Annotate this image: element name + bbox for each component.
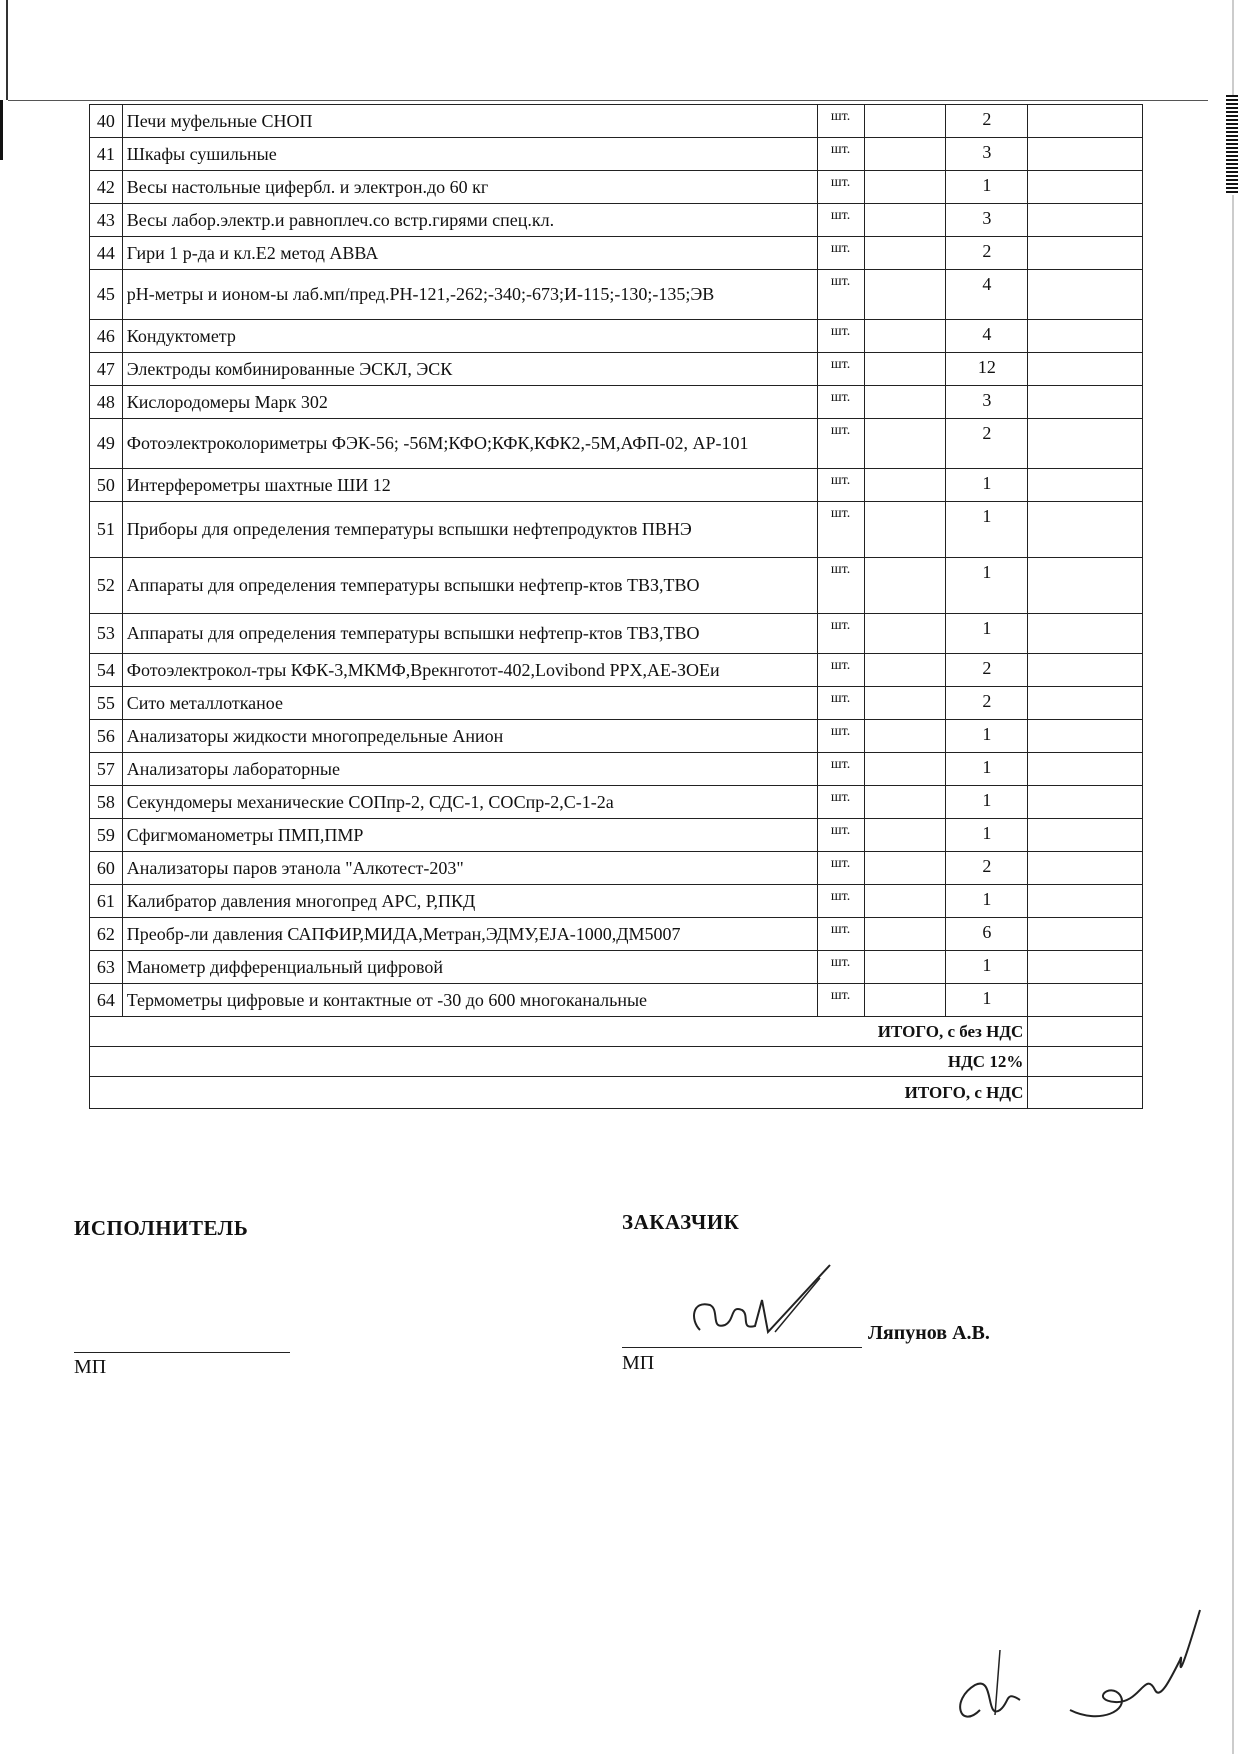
row-number: 61 [90,885,123,918]
row-price [864,270,946,320]
row-sum [1028,320,1143,353]
row-sum [1028,237,1143,270]
row-price [864,353,946,386]
table-row [90,654,1143,687]
row-qty: 1 [946,984,1028,1017]
row-number: 47 [90,353,123,386]
row-qty: 1 [946,502,1028,558]
row-sum [1028,951,1143,984]
table-row [90,918,1143,951]
row-qty: 1 [946,720,1028,753]
row-qty: 1 [946,171,1028,204]
row-unit: шт. [817,819,864,852]
row-price [864,237,946,270]
row-sum [1028,852,1143,885]
row-sum [1028,204,1143,237]
row-price [864,885,946,918]
row-price [864,819,946,852]
row-name: Секундомеры механические СОПпр-2, СДС-1, СОСпр-2,С-1-2а [122,786,817,819]
row-sum [1028,885,1143,918]
row-unit: шт. [817,204,864,237]
row-name: Аппараты для определения температуры вспышки нефтепр-ктов ТВЗ,ТВО [122,558,817,614]
row-unit: шт. [817,885,864,918]
row-number: 49 [90,419,123,469]
initials-signature-2-icon [1060,1590,1210,1740]
row-unit: шт. [817,237,864,270]
row-sum [1028,502,1143,558]
table-row [90,270,1143,320]
row-qty: 2 [946,687,1028,720]
table-row [90,720,1143,753]
row-unit: шт. [817,320,864,353]
row-price [864,654,946,687]
row-name: Гири 1 р-да и кл.Е2 метод АВВА [122,237,817,270]
row-qty: 4 [946,270,1028,320]
table-row [90,353,1143,386]
table-row [90,502,1143,558]
row-unit: шт. [817,171,864,204]
table-row [90,237,1143,270]
row-price [864,786,946,819]
row-qty: 1 [946,558,1028,614]
customer-name: Ляпунов А.В. [868,1322,990,1344]
row-qty: 2 [946,237,1028,270]
row-unit: шт. [817,687,864,720]
row-price [864,502,946,558]
row-name: Преобр-ли давления САПФИР,МИДА,Метран,ЭДМУ,EJA-1000,ДМ5007 [122,918,817,951]
row-qty: 1 [946,614,1028,654]
table-row [90,204,1143,237]
row-unit: шт. [817,353,864,386]
row-name: Фотоэлектрокол-тры КФК-3,МКМФ,Врекнготот-402,Lovibond PPX,AE-ЗОЕи [122,654,817,687]
table-row [90,753,1143,786]
total-without-vat-label: ИТОГО, с без НДС [90,1017,1028,1047]
row-sum [1028,819,1143,852]
customer-signature-icon [680,1260,840,1350]
row-price [864,720,946,753]
row-price [864,204,946,237]
row-sum [1028,270,1143,320]
row-number: 45 [90,270,123,320]
total-with-vat-value [1028,1077,1143,1109]
totals-section [90,1017,1143,1109]
row-number: 48 [90,386,123,419]
row-name: Приборы для определения температуры вспышки нефтепродуктов ПВНЭ [122,502,817,558]
row-name: Весы лабор.электр.и равноплеч.со встр.гирями спец.кл. [122,204,817,237]
table-row [90,138,1143,171]
vat-label: НДС 12% [90,1047,1028,1077]
scan-edge-mark [0,100,3,160]
row-unit: шт. [817,138,864,171]
barcode-strip [1226,95,1238,195]
row-price [864,320,946,353]
table-row [90,984,1143,1017]
row-price [864,687,946,720]
row-unit: шт. [817,469,864,502]
row-name: Анализаторы паров этанола "Алкотест-203" [122,852,817,885]
row-name: Интерферометры шахтные ШИ 12 [122,469,817,502]
row-name: Термометры цифровые и контактные от -30 до 600 многоканальные [122,984,817,1017]
row-qty: 2 [946,419,1028,469]
vat-row [90,1047,1143,1077]
row-sum [1028,614,1143,654]
row-sum [1028,558,1143,614]
row-qty: 3 [946,386,1028,419]
scan-edge-right [1232,0,1234,1754]
equipment-table-body [90,105,1143,1017]
row-number: 43 [90,204,123,237]
row-qty: 4 [946,320,1028,353]
table-row [90,786,1143,819]
row-unit: шт. [817,753,864,786]
table-row [90,687,1143,720]
table-row [90,558,1143,614]
row-price [864,419,946,469]
row-number: 50 [90,469,123,502]
row-number: 58 [90,786,123,819]
row-name: Калибратор давления многопред АРС, Р,ПКД [122,885,817,918]
row-name: Кондуктометр [122,320,817,353]
row-price [864,558,946,614]
row-unit: шт. [817,614,864,654]
row-number: 63 [90,951,123,984]
row-qty: 1 [946,469,1028,502]
row-price [864,918,946,951]
customer-stamp-label: МП [622,1352,655,1374]
row-price [864,951,946,984]
row-unit: шт. [817,984,864,1017]
row-sum [1028,419,1143,469]
table-row [90,885,1143,918]
row-unit: шт. [817,654,864,687]
row-sum [1028,138,1143,171]
row-sum [1028,918,1143,951]
table-row [90,419,1143,469]
row-number: 60 [90,852,123,885]
scan-edge-left [6,0,8,100]
total-with-vat-label: ИТОГО, с НДС [90,1077,1028,1109]
row-number: 64 [90,984,123,1017]
row-name: Сито металлотканое [122,687,817,720]
row-unit: шт. [817,502,864,558]
row-price [864,753,946,786]
total-row-without-vat [90,1017,1143,1047]
row-sum [1028,469,1143,502]
row-number: 56 [90,720,123,753]
row-unit: шт. [817,419,864,469]
initials-signature-1-icon [940,1590,1060,1740]
row-sum [1028,171,1143,204]
row-qty: 3 [946,138,1028,171]
row-number: 53 [90,614,123,654]
row-unit: шт. [817,951,864,984]
row-sum [1028,386,1143,419]
executor-stamp-label: МП [74,1356,107,1378]
row-qty: 2 [946,105,1028,138]
row-name: Фотоэлектроколориметры ФЭК-56; -56М;КФО;КФК,КФК2,-5М,АФП-02, АР-101 [122,419,817,469]
table-row [90,469,1143,502]
row-unit: шт. [817,558,864,614]
row-number: 51 [90,502,123,558]
row-unit: шт. [817,386,864,419]
row-sum [1028,720,1143,753]
table-row [90,171,1143,204]
total-without-vat-value [1028,1017,1143,1047]
row-price [864,984,946,1017]
row-unit: шт. [817,918,864,951]
row-qty: 1 [946,885,1028,918]
row-unit: шт. [817,786,864,819]
row-qty: 1 [946,819,1028,852]
table-row [90,320,1143,353]
executor-signature-line [74,1352,290,1353]
row-number: 57 [90,753,123,786]
table-row [90,386,1143,419]
row-number: 54 [90,654,123,687]
row-number: 42 [90,171,123,204]
table-row [90,614,1143,654]
row-unit: шт. [817,105,864,138]
row-unit: шт. [817,720,864,753]
customer-heading: ЗАКАЗЧИК [622,1210,740,1234]
row-sum [1028,105,1143,138]
row-number: 55 [90,687,123,720]
row-number: 52 [90,558,123,614]
row-qty: 3 [946,204,1028,237]
table-row [90,819,1143,852]
row-number: 40 [90,105,123,138]
customer-signature-line [622,1347,862,1348]
row-name: Анализаторы лабораторные [122,753,817,786]
row-price [864,386,946,419]
table-row [90,105,1143,138]
row-price [864,852,946,885]
row-number: 62 [90,918,123,951]
row-unit: шт. [817,270,864,320]
row-number: 46 [90,320,123,353]
executor-heading: ИСПОЛНИТЕЛЬ [74,1216,249,1240]
row-name: Весы настольные цифербл. и электрон.до 60 кг [122,171,817,204]
row-sum [1028,654,1143,687]
row-name: Аппараты для определения температуры вспышки нефтепр-ктов ТВЗ,ТВО [122,614,817,654]
row-price [864,614,946,654]
row-sum [1028,353,1143,386]
row-price [864,138,946,171]
row-qty: 1 [946,951,1028,984]
table-row [90,852,1143,885]
row-qty: 2 [946,654,1028,687]
row-name: Печи муфельные СНОП [122,105,817,138]
row-sum [1028,687,1143,720]
vat-value [1028,1047,1143,1077]
row-name: pH-метры и ионом-ы лаб.мп/пред.РН-121,-262;-340;-673;И-115;-130;-135;ЭВ [122,270,817,320]
row-number: 41 [90,138,123,171]
row-qty: 1 [946,753,1028,786]
equipment-table [89,104,1143,1109]
row-unit: шт. [817,852,864,885]
row-price [864,105,946,138]
scan-top-line [8,100,1208,101]
row-sum [1028,984,1143,1017]
row-number: 59 [90,819,123,852]
row-price [864,469,946,502]
row-name: Манометр дифференциальный цифровой [122,951,817,984]
row-name: Сфигмоманометры ПМП,ПМР [122,819,817,852]
row-name: Электроды комбинированные ЭСКЛ, ЭСК [122,353,817,386]
row-name: Кислородомеры Марк 302 [122,386,817,419]
row-qty: 12 [946,353,1028,386]
row-qty: 1 [946,786,1028,819]
row-qty: 6 [946,918,1028,951]
row-qty: 2 [946,852,1028,885]
row-sum [1028,786,1143,819]
row-sum [1028,753,1143,786]
row-number: 44 [90,237,123,270]
total-row-with-vat [90,1077,1143,1109]
table-row [90,951,1143,984]
row-name: Шкафы сушильные [122,138,817,171]
row-price [864,171,946,204]
row-name: Анализаторы жидкости многопредельные Анион [122,720,817,753]
